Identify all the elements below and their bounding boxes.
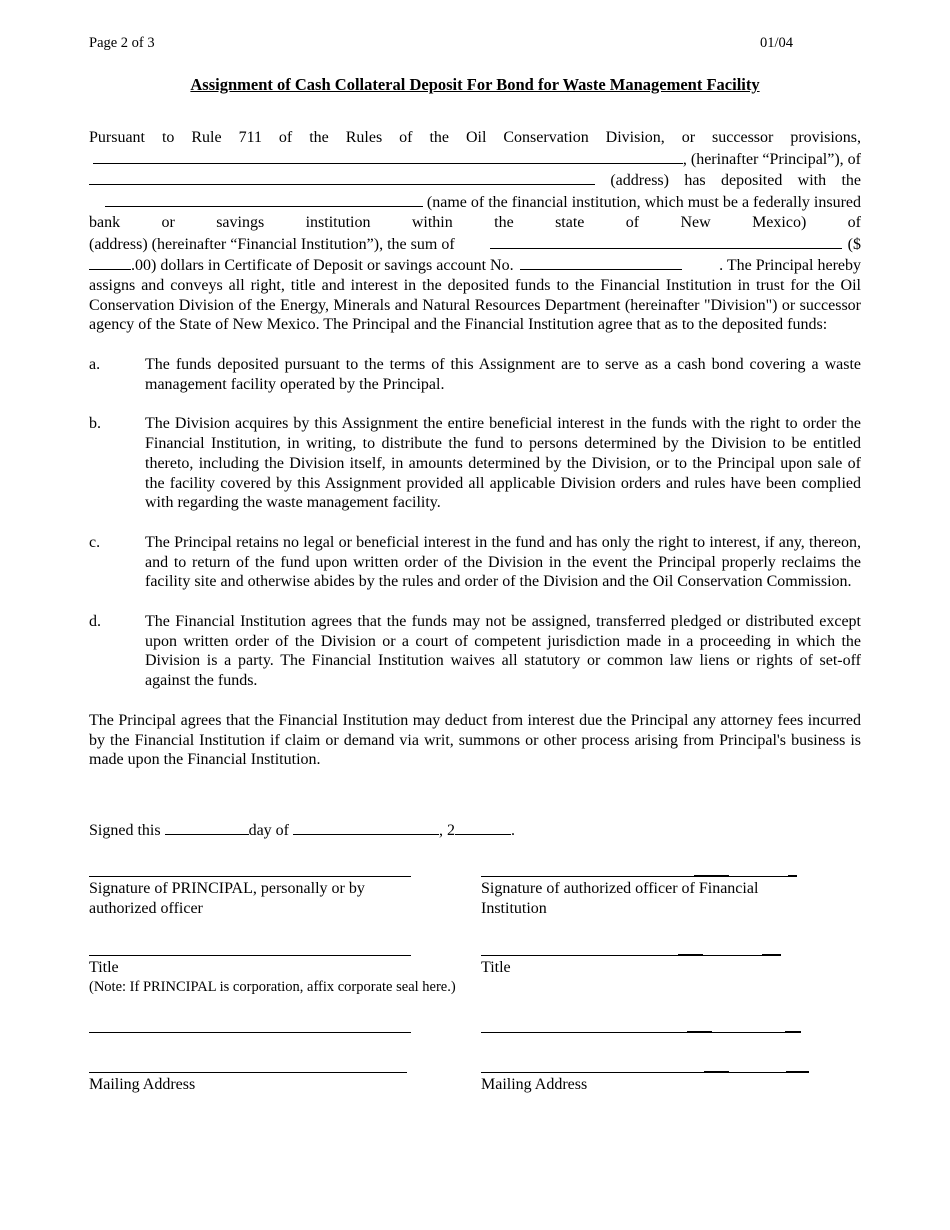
list-item-b <box>89 414 861 513</box>
intro-line-2 <box>89 148 861 170</box>
address-line-mark <box>786 1071 809 1072</box>
signature-line-mark <box>694 875 729 876</box>
intro-line-4-text: (name of the financial institution, which must be a federally insured <box>426 194 861 212</box>
sum-amount-blank[interactable] <box>89 254 131 270</box>
item-label: b. <box>89 415 101 433</box>
intro-line-6 <box>89 233 861 255</box>
intro-line-4 <box>89 191 861 213</box>
signed-day-of: day of <box>248 822 289 839</box>
intro-line-6-text: (address) (hereinafter “Financial Institution”), the sum of <box>89 235 455 253</box>
address-line-mark <box>785 1031 801 1032</box>
signed-month-blank[interactable] <box>293 819 439 835</box>
document-title: Assignment of Cash Collateral Deposit For Bond for Waste Management Facility <box>190 75 760 94</box>
item-label: d. <box>89 613 101 631</box>
intro-line-3 <box>89 169 861 191</box>
item-label: a. <box>89 356 101 374</box>
title-line-mark <box>678 954 703 955</box>
principal-address-line-1[interactable] <box>89 1032 411 1033</box>
signature-line-mark <box>788 875 797 876</box>
corporate-seal-note: (Note: If PRINCIPAL is corporation, affix corporate seal here.) <box>89 979 456 995</box>
institution-signature-line[interactable] <box>481 876 797 877</box>
principal-name-blank[interactable] <box>93 148 683 164</box>
intro-line-2-text: , (herinafter “Principal”), of <box>682 150 861 168</box>
institution-name-blank[interactable] <box>105 191 423 207</box>
institution-address-line-1[interactable] <box>481 1032 801 1033</box>
institution-title-line[interactable] <box>481 955 781 956</box>
signed-end: . <box>511 822 515 839</box>
signed-year-blank[interactable] <box>455 819 511 835</box>
address-line-mark <box>687 1031 712 1032</box>
sum-words-blank[interactable] <box>490 233 842 249</box>
intro-line-7-text-b: . The Principal hereby <box>719 257 861 275</box>
intro-line-7 <box>89 254 861 276</box>
list-item-c <box>89 533 861 592</box>
title-line-mark <box>762 954 781 955</box>
intro-rest: assigns and conveys all right, title and interest in the deposited funds to the Financial Institution in trust for the Oil Conservation Division of the Energy, Minerals and Natural Resources Department (hereinafter "Division") or successor agency of the State of New Mexico. The Principal and the Financial Institution agree that as to the deposited funds: <box>89 276 861 334</box>
intro-line-7-text-a: .00) dollars in Certificate of Deposit or savings account No. <box>131 257 514 275</box>
principal-address-blank[interactable] <box>89 169 595 185</box>
principal-signature-label: Signature of PRINCIPAL, personally or by authorized officer <box>89 880 365 917</box>
item-text: The funds deposited pursuant to the terms of this Assignment are to serve as a cash bond covering a waste management facility operated by the Principal. <box>145 356 861 393</box>
intro-line-5: bank or savings institution within the state of New Mexico) of <box>89 213 861 231</box>
institution-signature-label: Signature of authorized officer of Financial Institution <box>481 880 759 917</box>
form-date: 01/04 <box>760 35 794 51</box>
principal-address-line-2[interactable] <box>89 1072 407 1073</box>
account-number-blank[interactable] <box>520 254 682 270</box>
signed-year-prefix: , 2 <box>439 822 455 839</box>
list-item-d <box>89 612 861 691</box>
signed-prefix: Signed this <box>89 822 161 839</box>
closing-paragraph: The Principal agrees that the Financial Institution may deduct from interest due the Principal any attorney fees incurred by the Financial Institution if claim or demand via writ, summons or other process arising from Principal's business is made upon the Financial Institution. <box>89 711 861 769</box>
institution-address-line-2[interactable] <box>481 1072 809 1073</box>
institution-title-label: Title <box>481 959 511 976</box>
principal-mailing-address-label: Mailing Address <box>89 1076 196 1093</box>
principal-title-line[interactable] <box>89 955 411 956</box>
item-label: c. <box>89 533 101 551</box>
document-body <box>89 128 861 770</box>
principal-signature-line[interactable] <box>89 876 411 877</box>
address-line-mark <box>704 1071 729 1072</box>
item-text: The Principal retains no legal or beneficial interest in the fund and has only the right to interest, if any, thereon, and to return of the fund upon written order of the Division in the event the Principal properly reclaims the facility site and otherwise abides by the rules and order of the Division and the Oil Conservation Commission. <box>145 533 861 591</box>
institution-mailing-address-label: Mailing Address <box>481 1076 588 1093</box>
signed-day-blank[interactable] <box>165 819 249 835</box>
intro-line-6-end: ($ <box>847 235 861 253</box>
intro-line-1: Pursuant to Rule 711 of the Rules of the Oil Conservation Division, or successor provisions, <box>89 129 861 146</box>
item-text: The Financial Institution agrees that the funds may not be assigned, transferred pledged or distributed except upon written order of the Division or a court of competent jurisdiction made in a proceeding in which the Division is a party. The Financial Institution waives all statutory or common law liens or rights of set-off against the funds. <box>145 613 861 690</box>
item-text: The Division acquires by this Assignment the entire beneficial interest in the funds with the right to order the Financial Institution, in writing, to distribute the fund to persons determined by the Division to be entitled thereto, including the Division itself, in amounts determined by the Division, or to the Principal upon sale of the facility covered by this Assignment provided all applicable Division orders and rules have been complied with regarding the waste management facility. <box>145 415 861 512</box>
intro-line-3-text: (address) has deposited with the <box>610 172 861 190</box>
principal-title-label: Title <box>89 959 119 976</box>
intro-paragraph <box>89 128 861 335</box>
list-item-a <box>89 355 861 394</box>
signed-date-line <box>89 819 515 841</box>
page-number: Page 2 of 3 <box>89 35 155 51</box>
